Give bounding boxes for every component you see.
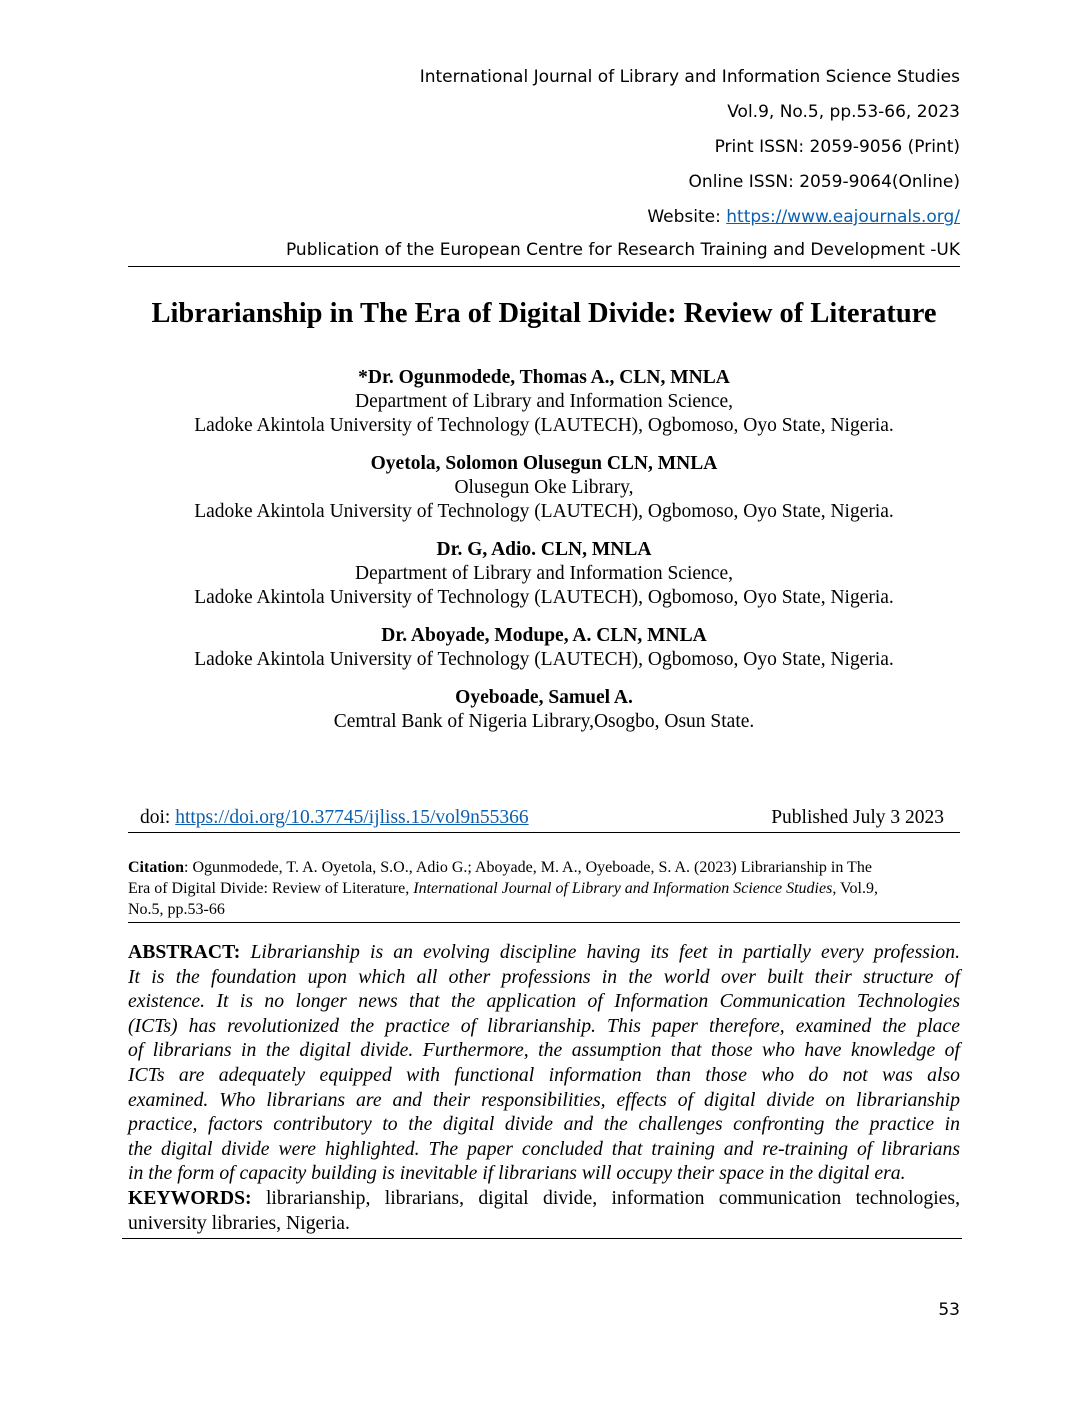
author-block xyxy=(100,538,988,610)
author-list xyxy=(100,366,988,748)
website-link[interactable]: https://www.eajournals.org/ xyxy=(726,207,960,227)
abstract-line: the digital divide were highlighted. The paper concluded that training and re-training of librarians xyxy=(128,1137,960,1160)
author-affiliation: Department of Library and Information Science, xyxy=(355,391,733,412)
doi-link[interactable]: https://doi.org/10.37745/ijliss.15/vol9n55366 xyxy=(175,807,529,828)
website-label: Website: xyxy=(647,207,727,227)
published-date: Published July 3 2023 xyxy=(771,807,944,828)
print-issn: Print ISSN: 2059-9056 (Print) xyxy=(714,137,960,157)
paper-title: Librarianship in The Era of Digital Divide: Review of Literature xyxy=(151,298,937,329)
abstract-line: (ICTs) has revolutionized the practice of librarianship. This paper therefore, examined the place xyxy=(128,1014,960,1037)
author-affiliation: Cemtral Bank of Nigeria Library,Osogbo, Osun State. xyxy=(333,711,755,732)
author-affiliation: Ladoke Akintola University of Technology (LAUTECH), Ogbomoso, Oyo State, Nigeria. xyxy=(194,501,894,522)
abstract-divider xyxy=(122,1238,962,1239)
abstract xyxy=(128,940,960,1235)
abstract-line: of librarians in the digital divide. Furthermore, the assumption that those who have knowledge of xyxy=(128,1039,960,1062)
volume-info: Vol.9, No.5, pp.53-66, 2023 xyxy=(727,102,960,122)
abstract-line: practice, factors contributory to the digital divide and the challenges confronting the practice in xyxy=(128,1113,960,1136)
citation-label: Citation xyxy=(128,859,184,876)
citation-line xyxy=(128,857,960,878)
online-issn: Online ISSN: 2059-9064(Online) xyxy=(688,172,960,192)
author-name: Oyetola, Solomon Olusegun CLN, MNLA xyxy=(370,453,718,474)
author-block xyxy=(100,624,988,672)
citation-line xyxy=(128,878,960,899)
doi-label: doi: xyxy=(140,807,176,828)
author-name: *Dr. Ogunmodede, Thomas A., CLN, MNLA xyxy=(358,367,730,388)
author-block xyxy=(100,366,988,438)
page-number: 53 xyxy=(938,1300,960,1320)
publisher-line: Publication of the European Centre for Research Training and Development -UK xyxy=(128,235,960,267)
author-affiliation: Olusegun Oke Library, xyxy=(454,477,634,498)
author-block xyxy=(100,452,988,524)
author-affiliation: Ladoke Akintola University of Technology (LAUTECH), Ogbomoso, Oyo State, Nigeria. xyxy=(194,649,894,670)
journal-name: International Journal of Library and Information Science Studies xyxy=(419,67,960,87)
abstract-line xyxy=(128,940,960,965)
author-affiliation: Ladoke Akintola University of Technology (LAUTECH), Ogbomoso, Oyo State, Nigeria. xyxy=(194,415,894,436)
journal-header xyxy=(128,60,960,267)
citation-text: : Ogunmodede, T. A. Oyetola, S.O., Adio G.; Aboyade, M. A., Oyeboade, S. A. (2023) Librarianship in The xyxy=(184,859,872,876)
doi xyxy=(140,806,529,830)
keywords-label: KEYWORDS: xyxy=(128,1186,252,1209)
website-line xyxy=(128,200,960,235)
author-name: Dr. Aboyade, Modupe, A. CLN, MNLA xyxy=(381,625,707,646)
citation xyxy=(128,857,960,923)
keywords-line: university libraries, Nigeria. xyxy=(128,1211,350,1234)
author-name: Dr. G, Adio. CLN, MNLA xyxy=(436,539,652,560)
citation-text: , Vol.9, xyxy=(832,880,878,897)
abstract-label: ABSTRACT: xyxy=(128,941,241,963)
abstract-line: It is the foundation upon which all other professions in the world over built their structure of xyxy=(128,965,960,988)
abstract-line: existence. It is no longer news that the application of Information Communication Technologies xyxy=(128,990,960,1013)
citation-line: No.5, pp.53-66 xyxy=(128,901,225,918)
abstract-line: in the form of capacity building is inevitable if librarians will occupy their space in the digital era. xyxy=(128,1162,906,1185)
doi-row xyxy=(128,806,960,833)
author-name: Oyeboade, Samuel A. xyxy=(455,687,633,708)
abstract-line: ICTs are adequately equipped with functional information than those who do not was also xyxy=(128,1063,960,1086)
author-affiliation: Ladoke Akintola University of Technology (LAUTECH), Ogbomoso, Oyo State, Nigeria. xyxy=(194,587,894,608)
keywords-line xyxy=(128,1186,960,1211)
author-affiliation: Department of Library and Information Science, xyxy=(355,563,733,584)
citation-journal: International Journal of Library and Information Science Studies xyxy=(413,880,833,897)
citation-text: Era of Digital Divide: Review of Literature, xyxy=(128,880,414,897)
abstract-text: Librarianship is an evolving discipline having its feet in partially every profession. xyxy=(240,941,960,963)
author-block xyxy=(100,686,988,734)
keywords-text: librarianship, librarians, digital divide, information communication technologies, xyxy=(251,1186,960,1209)
abstract-line: examined. Who librarians are and their responsibilities, effects of digital divide on librarianship xyxy=(128,1088,960,1111)
